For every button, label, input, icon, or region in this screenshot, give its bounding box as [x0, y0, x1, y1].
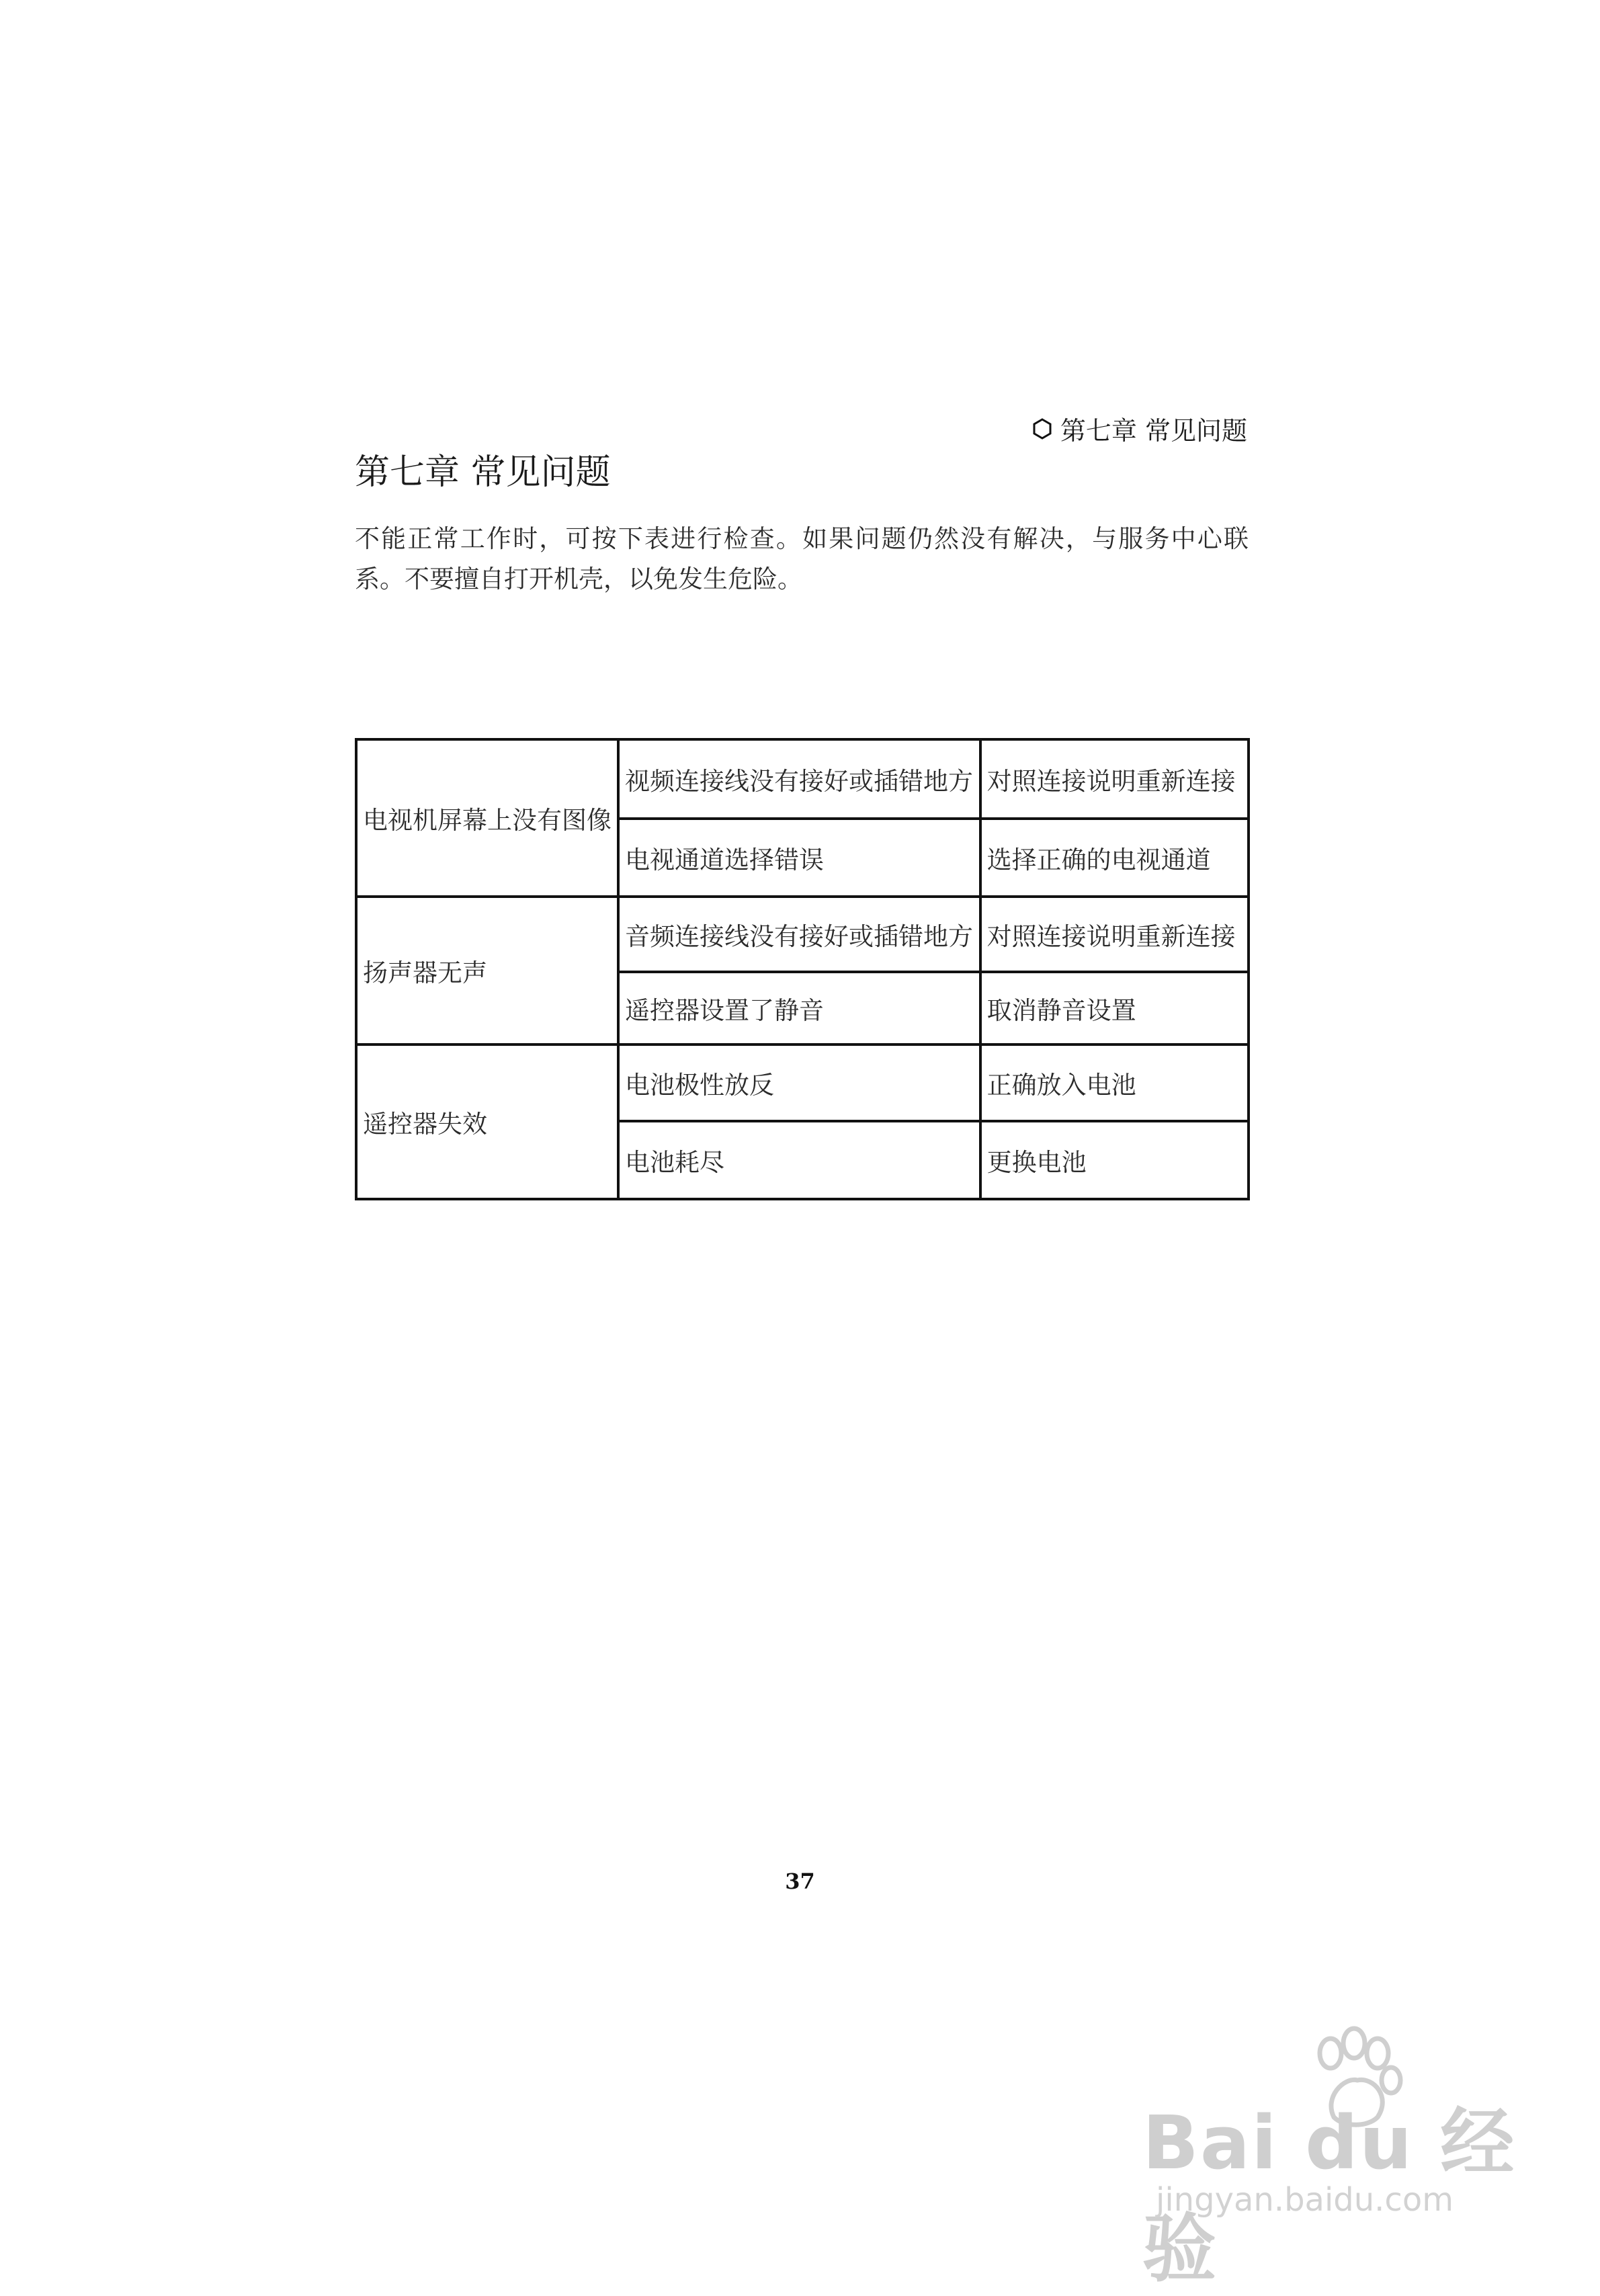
watermark-brand: Bai du 经验 — [1142, 2100, 1516, 2292]
cause-cell: 电池极性放反 — [618, 1044, 980, 1121]
cause-cell: 遥控器设置了静音 — [618, 972, 980, 1044]
cause-cell: 电视通道选择错误 — [618, 819, 980, 897]
chapter-title: 第七章 常见问题 — [355, 452, 611, 493]
troubleshooting-table — [355, 738, 1250, 1200]
cause-cell: 视频连接线没有接好或插错地方 — [618, 739, 980, 819]
fix-cell: 选择正确的电视通道 — [980, 819, 1249, 897]
intro-paragraph: 不能正常工作时，可按下表进行检查。如果问题仍然没有解决，与服务中心联系。不要擅自打开机壳，以免发生危险。 — [355, 524, 1249, 593]
running-header-title: 第七章 常见问题 — [1060, 416, 1247, 446]
cause-cell: 电池耗尽 — [618, 1121, 980, 1199]
hexagon-icon — [1031, 417, 1054, 440]
running-header — [1031, 410, 1247, 447]
problem-cell: 扬声器无声 — [356, 897, 618, 1044]
watermark-url: jingyan.baidu.com — [1156, 2181, 1454, 2219]
fix-cell: 正确放入电池 — [980, 1044, 1249, 1121]
table-row — [356, 897, 1249, 972]
table-row — [356, 1044, 1249, 1121]
fix-cell: 对照连接说明重新连接 — [980, 897, 1249, 972]
problem-cell: 电视机屏幕上没有图像 — [356, 739, 618, 897]
fix-cell: 取消静音设置 — [980, 972, 1249, 1044]
page-number: 37 — [785, 1869, 815, 1894]
fix-cell: 对照连接说明重新连接 — [980, 739, 1249, 819]
watermark — [1142, 2023, 1519, 2292]
fix-cell: 更换电池 — [980, 1121, 1249, 1199]
problem-cell: 遥控器失效 — [356, 1044, 618, 1199]
cause-cell: 音频连接线没有接好或插错地方 — [618, 897, 980, 972]
table-row — [356, 739, 1249, 819]
